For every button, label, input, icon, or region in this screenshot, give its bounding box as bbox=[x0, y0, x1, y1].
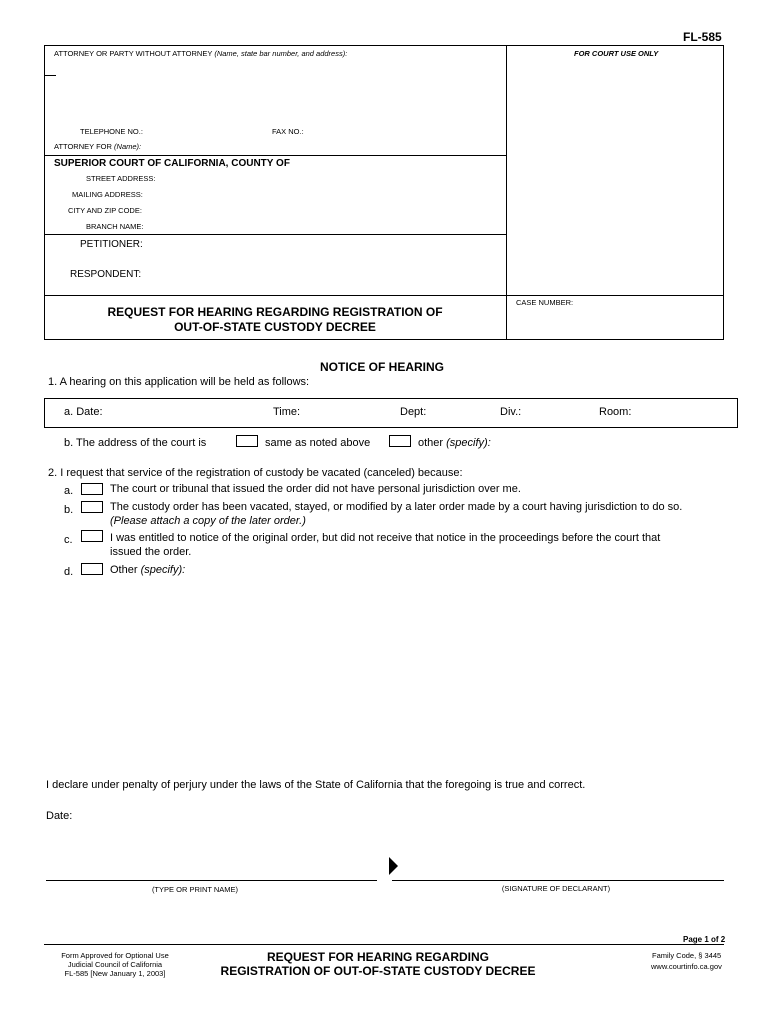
footer-approved-3: FL-585 [New January 1, 2003] bbox=[64, 969, 166, 978]
city-zip-label: CITY AND ZIP CODE: bbox=[68, 206, 142, 215]
case-number-label: CASE NUMBER: bbox=[516, 298, 574, 307]
footer-title-line2: REGISTRATION OF OUT-OF-STATE CUSTODY DECREE bbox=[220, 964, 536, 978]
footer-approved-1: Form Approved for Optional Use bbox=[61, 951, 169, 960]
declaration-date-label: Date: bbox=[46, 810, 73, 822]
hearing-room-input[interactable] bbox=[634, 404, 732, 420]
fax-input[interactable] bbox=[310, 124, 500, 138]
signature-arrow-icon bbox=[389, 857, 399, 875]
item2b-note: (Please attach a copy of the later order.) bbox=[110, 515, 306, 527]
item2a-checkbox[interactable] bbox=[81, 483, 103, 495]
item2c-letter: c. bbox=[64, 534, 73, 546]
hearing-div-label: Div.: bbox=[500, 406, 522, 418]
attorney-mark bbox=[44, 75, 56, 76]
attorney-for-label: ATTORNEY FOR (Name): bbox=[54, 142, 142, 151]
divider-line bbox=[44, 234, 506, 235]
telephone-input[interactable] bbox=[148, 124, 268, 138]
same-address-label: same as noted above bbox=[265, 437, 371, 449]
footer-approved-2: Judicial Council of California bbox=[67, 960, 163, 969]
form-title-line2: OUT-OF-STATE CUSTODY DECREE bbox=[174, 320, 376, 334]
item2-intro: 2. I request that service of the registration of custody be vacated (canceled) because: bbox=[48, 467, 463, 479]
item2a-letter: a. bbox=[64, 485, 74, 497]
item2b-checkbox[interactable] bbox=[81, 501, 103, 513]
branch-input[interactable] bbox=[150, 219, 500, 233]
hearing-time-label: Time: bbox=[273, 406, 301, 418]
attorney-for-input[interactable] bbox=[140, 139, 500, 153]
hearing-time-input[interactable] bbox=[306, 404, 392, 420]
footer-rule bbox=[44, 944, 724, 945]
signature-input[interactable] bbox=[404, 862, 722, 878]
item2c-text: I was entitled to notice of the original order, but did not receive that notice in the proceedings before the court that bbox=[110, 532, 661, 544]
item2d-text: Other (specify): bbox=[110, 564, 186, 576]
hearing-div-input[interactable] bbox=[526, 404, 594, 420]
item2d-checkbox[interactable] bbox=[81, 563, 103, 575]
divider-line bbox=[44, 155, 506, 156]
hearing-room-label: Room: bbox=[599, 406, 632, 418]
notice-heading: NOTICE OF HEARING bbox=[320, 360, 445, 374]
same-address-checkbox[interactable] bbox=[236, 435, 258, 447]
petitioner-input[interactable] bbox=[150, 237, 500, 253]
respondent-label: RESPONDENT: bbox=[70, 269, 142, 280]
telephone-label: TELEPHONE NO.: bbox=[80, 127, 143, 136]
page-number: Page 1 of 2 bbox=[683, 935, 726, 944]
court-use-label: FOR COURT USE ONLY bbox=[574, 49, 659, 58]
item2a-text: The court or tribunal that issued the order did not have personal jurisdiction over me. bbox=[110, 483, 521, 495]
form-title-line1: REQUEST FOR HEARING REGARDING REGISTRATION OF bbox=[107, 305, 443, 319]
fax-label: FAX NO.: bbox=[272, 127, 304, 136]
other-address-checkbox[interactable] bbox=[389, 435, 411, 447]
branch-label: BRANCH NAME: bbox=[86, 222, 144, 231]
form-number: FL-585 bbox=[683, 30, 722, 44]
attorney-label: ATTORNEY OR PARTY WITHOUT ATTORNEY (Name, state bar number, and address): bbox=[54, 49, 348, 58]
street-label: STREET ADDRESS: bbox=[86, 174, 156, 183]
court-name-label: SUPERIOR COURT OF CALIFORNIA, COUNTY OF bbox=[54, 158, 290, 169]
court-address-label: b. The address of the court is bbox=[64, 437, 207, 449]
item2c-checkbox[interactable] bbox=[81, 530, 103, 542]
declaration-date-input[interactable] bbox=[80, 808, 280, 824]
signature-line bbox=[392, 880, 724, 881]
declaration-statement: I declare under penalty of perjury under the laws of the State of California that the foregoing is true and correct. bbox=[46, 779, 586, 791]
item2b-letter: b. bbox=[64, 504, 74, 516]
item2d-letter: d. bbox=[64, 566, 74, 578]
hearing-date-label: a. Date: bbox=[64, 406, 103, 418]
city-zip-input[interactable] bbox=[150, 203, 500, 217]
item1-text: 1. A hearing on this application will be held as follows: bbox=[48, 376, 310, 388]
other-address-input[interactable] bbox=[500, 435, 736, 451]
footer-website: www.courtinfo.ca.gov bbox=[651, 962, 722, 971]
print-name-caption: (TYPE OR PRINT NAME) bbox=[151, 885, 239, 894]
signature-caption: (SIGNATURE OF DECLARANT) bbox=[501, 884, 611, 893]
item2b-text: The custody order has been vacated, stayed, or modified by a later order made by a court having jurisdiction to do so. bbox=[110, 501, 683, 513]
case-number-input[interactable] bbox=[516, 310, 716, 334]
divider-line bbox=[44, 295, 724, 296]
county-input[interactable] bbox=[296, 157, 500, 171]
attorney-input[interactable] bbox=[56, 60, 496, 120]
mailing-label: MAILING ADDRESS: bbox=[72, 190, 143, 199]
street-input[interactable] bbox=[150, 171, 500, 185]
mailing-input[interactable] bbox=[150, 187, 500, 201]
hearing-dept-input[interactable] bbox=[432, 404, 496, 420]
item2c-text2: issued the order. bbox=[110, 546, 192, 558]
item2d-specify-input[interactable] bbox=[110, 582, 730, 762]
footer-code: Family Code, § 3445 bbox=[652, 951, 722, 960]
respondent-input[interactable] bbox=[150, 267, 500, 283]
print-name-line bbox=[46, 880, 377, 881]
petitioner-label: PETITIONER: bbox=[80, 239, 143, 250]
hearing-dept-label: Dept: bbox=[400, 406, 427, 418]
other-address-label: other (specify): bbox=[418, 437, 491, 449]
print-name-input[interactable] bbox=[46, 862, 376, 878]
hearing-date-input[interactable] bbox=[112, 404, 262, 420]
footer-title-line1: REQUEST FOR HEARING REGARDING bbox=[266, 950, 489, 964]
